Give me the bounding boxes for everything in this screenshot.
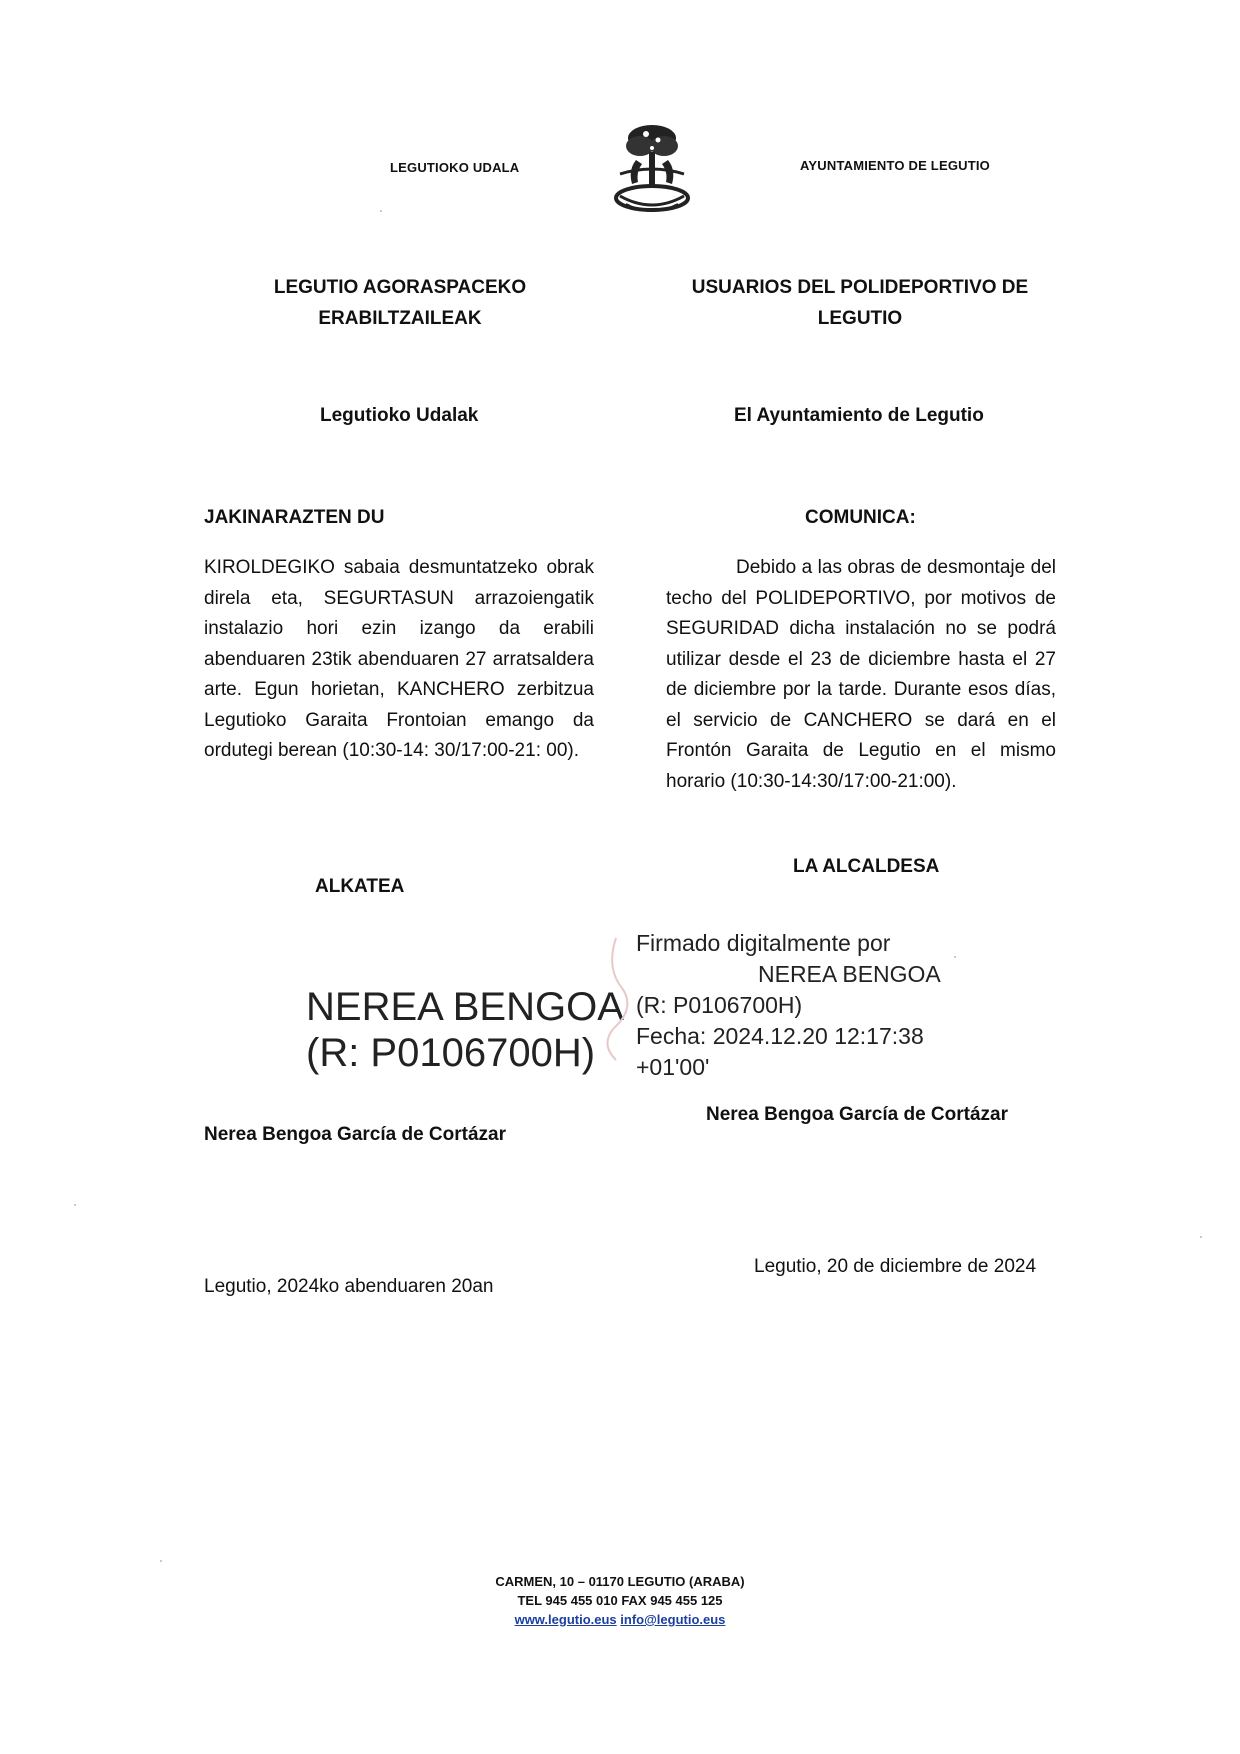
sender-es: El Ayuntamiento de Legutio xyxy=(734,405,984,426)
footer-email-link[interactable]: info@legutio.eus xyxy=(620,1612,726,1627)
footer-web-link[interactable]: www.legutio.eus xyxy=(514,1612,617,1627)
recipient-eu-line2: ERABILTZAILEAK xyxy=(318,308,482,329)
footer-address: CARMEN, 10 – 01170 LEGUTIO (ARABA) xyxy=(495,1574,745,1589)
header-right-text: AYUNTAMIENTO DE LEGUTIO xyxy=(800,158,990,173)
footer-links xyxy=(420,1610,820,1629)
signature-stamp-id: (R: P0106700H) xyxy=(306,1031,596,1075)
date-es: Legutio, 20 de diciembre de 2024 xyxy=(754,1256,1037,1277)
recipient-es xyxy=(680,272,1040,334)
recipient-es-line1: USUARIOS DEL POLIDEPORTIVO DE xyxy=(691,277,1029,298)
verb-es: COMUNICA: xyxy=(805,507,916,528)
footer-phones: TEL 945 455 010 FAX 945 455 125 xyxy=(517,1593,723,1608)
scan-speck xyxy=(380,210,382,212)
scan-speck xyxy=(954,956,956,958)
digital-signature-line5: +01'00' xyxy=(636,1054,710,1080)
signer-es: Nerea Bengoa García de Cortázar xyxy=(706,1104,1009,1125)
scan-speck xyxy=(1200,1236,1202,1238)
scan-speck xyxy=(160,1560,162,1562)
header-left-text: LEGUTIOKO UDALA xyxy=(390,160,520,175)
body-eu-paragraph: KIROLDEGIKO sabaia desmuntatzeko obrak direla eta, SEGURTASUN arrazoiengatik instalazio hori ezin izango da erabili abenduaren 23tik abenduaren 27 arratsaldera arte. Egun horietan, KANCHERO zerbitzua Legutioko Garaita Frontoian emango da ordutegi berean (10:30-14: 30/17:00-21: 00). xyxy=(204,557,594,761)
title-es: LA ALCALDESA xyxy=(793,856,940,877)
verb-eu: JAKINARAZTEN DU xyxy=(204,507,385,528)
digital-signature-line2: NEREA BENGOA xyxy=(758,961,941,987)
digital-signature-line3: (R: P0106700H) xyxy=(636,992,803,1018)
body-es-paragraph: Debido a las obras de desmontaje del techo del POLIDEPORTIVO, por motivos de SEGURIDAD dicha instalación no se podrá utilizar desde el 23 de diciembre hasta el 27 de diciembre por la tarde. Durante esos días, el servicio de CANCHERO se dará en el Frontón Garaita de Legutio en el mismo horario (10:30-14:30/17:00-21:00). xyxy=(666,557,1056,792)
date-eu: Legutio, 2024ko abenduaren 20an xyxy=(204,1276,494,1297)
signature-stamp xyxy=(306,984,624,1076)
signer-eu: Nerea Bengoa García de Cortázar xyxy=(204,1124,507,1145)
recipient-eu-line1: LEGUTIO AGORASPACEKO xyxy=(273,277,527,298)
signature-stamp-name: NEREA BENGOA xyxy=(306,985,624,1029)
tree-coat-of-arms-icon xyxy=(606,118,698,218)
title-eu: ALKATEA xyxy=(315,876,405,897)
footer xyxy=(420,1572,820,1629)
digital-signature-block xyxy=(636,928,941,1083)
recipient-eu xyxy=(250,272,550,334)
digital-signature-line4: Fecha: 2024.12.20 12:17:38 xyxy=(636,1023,924,1049)
digital-signature-line1: Firmado digitalmente por xyxy=(636,930,891,956)
scan-speck xyxy=(74,1204,76,1206)
sender-eu: Legutioko Udalak xyxy=(320,405,479,426)
recipient-es-line2: LEGUTIO xyxy=(817,308,903,329)
